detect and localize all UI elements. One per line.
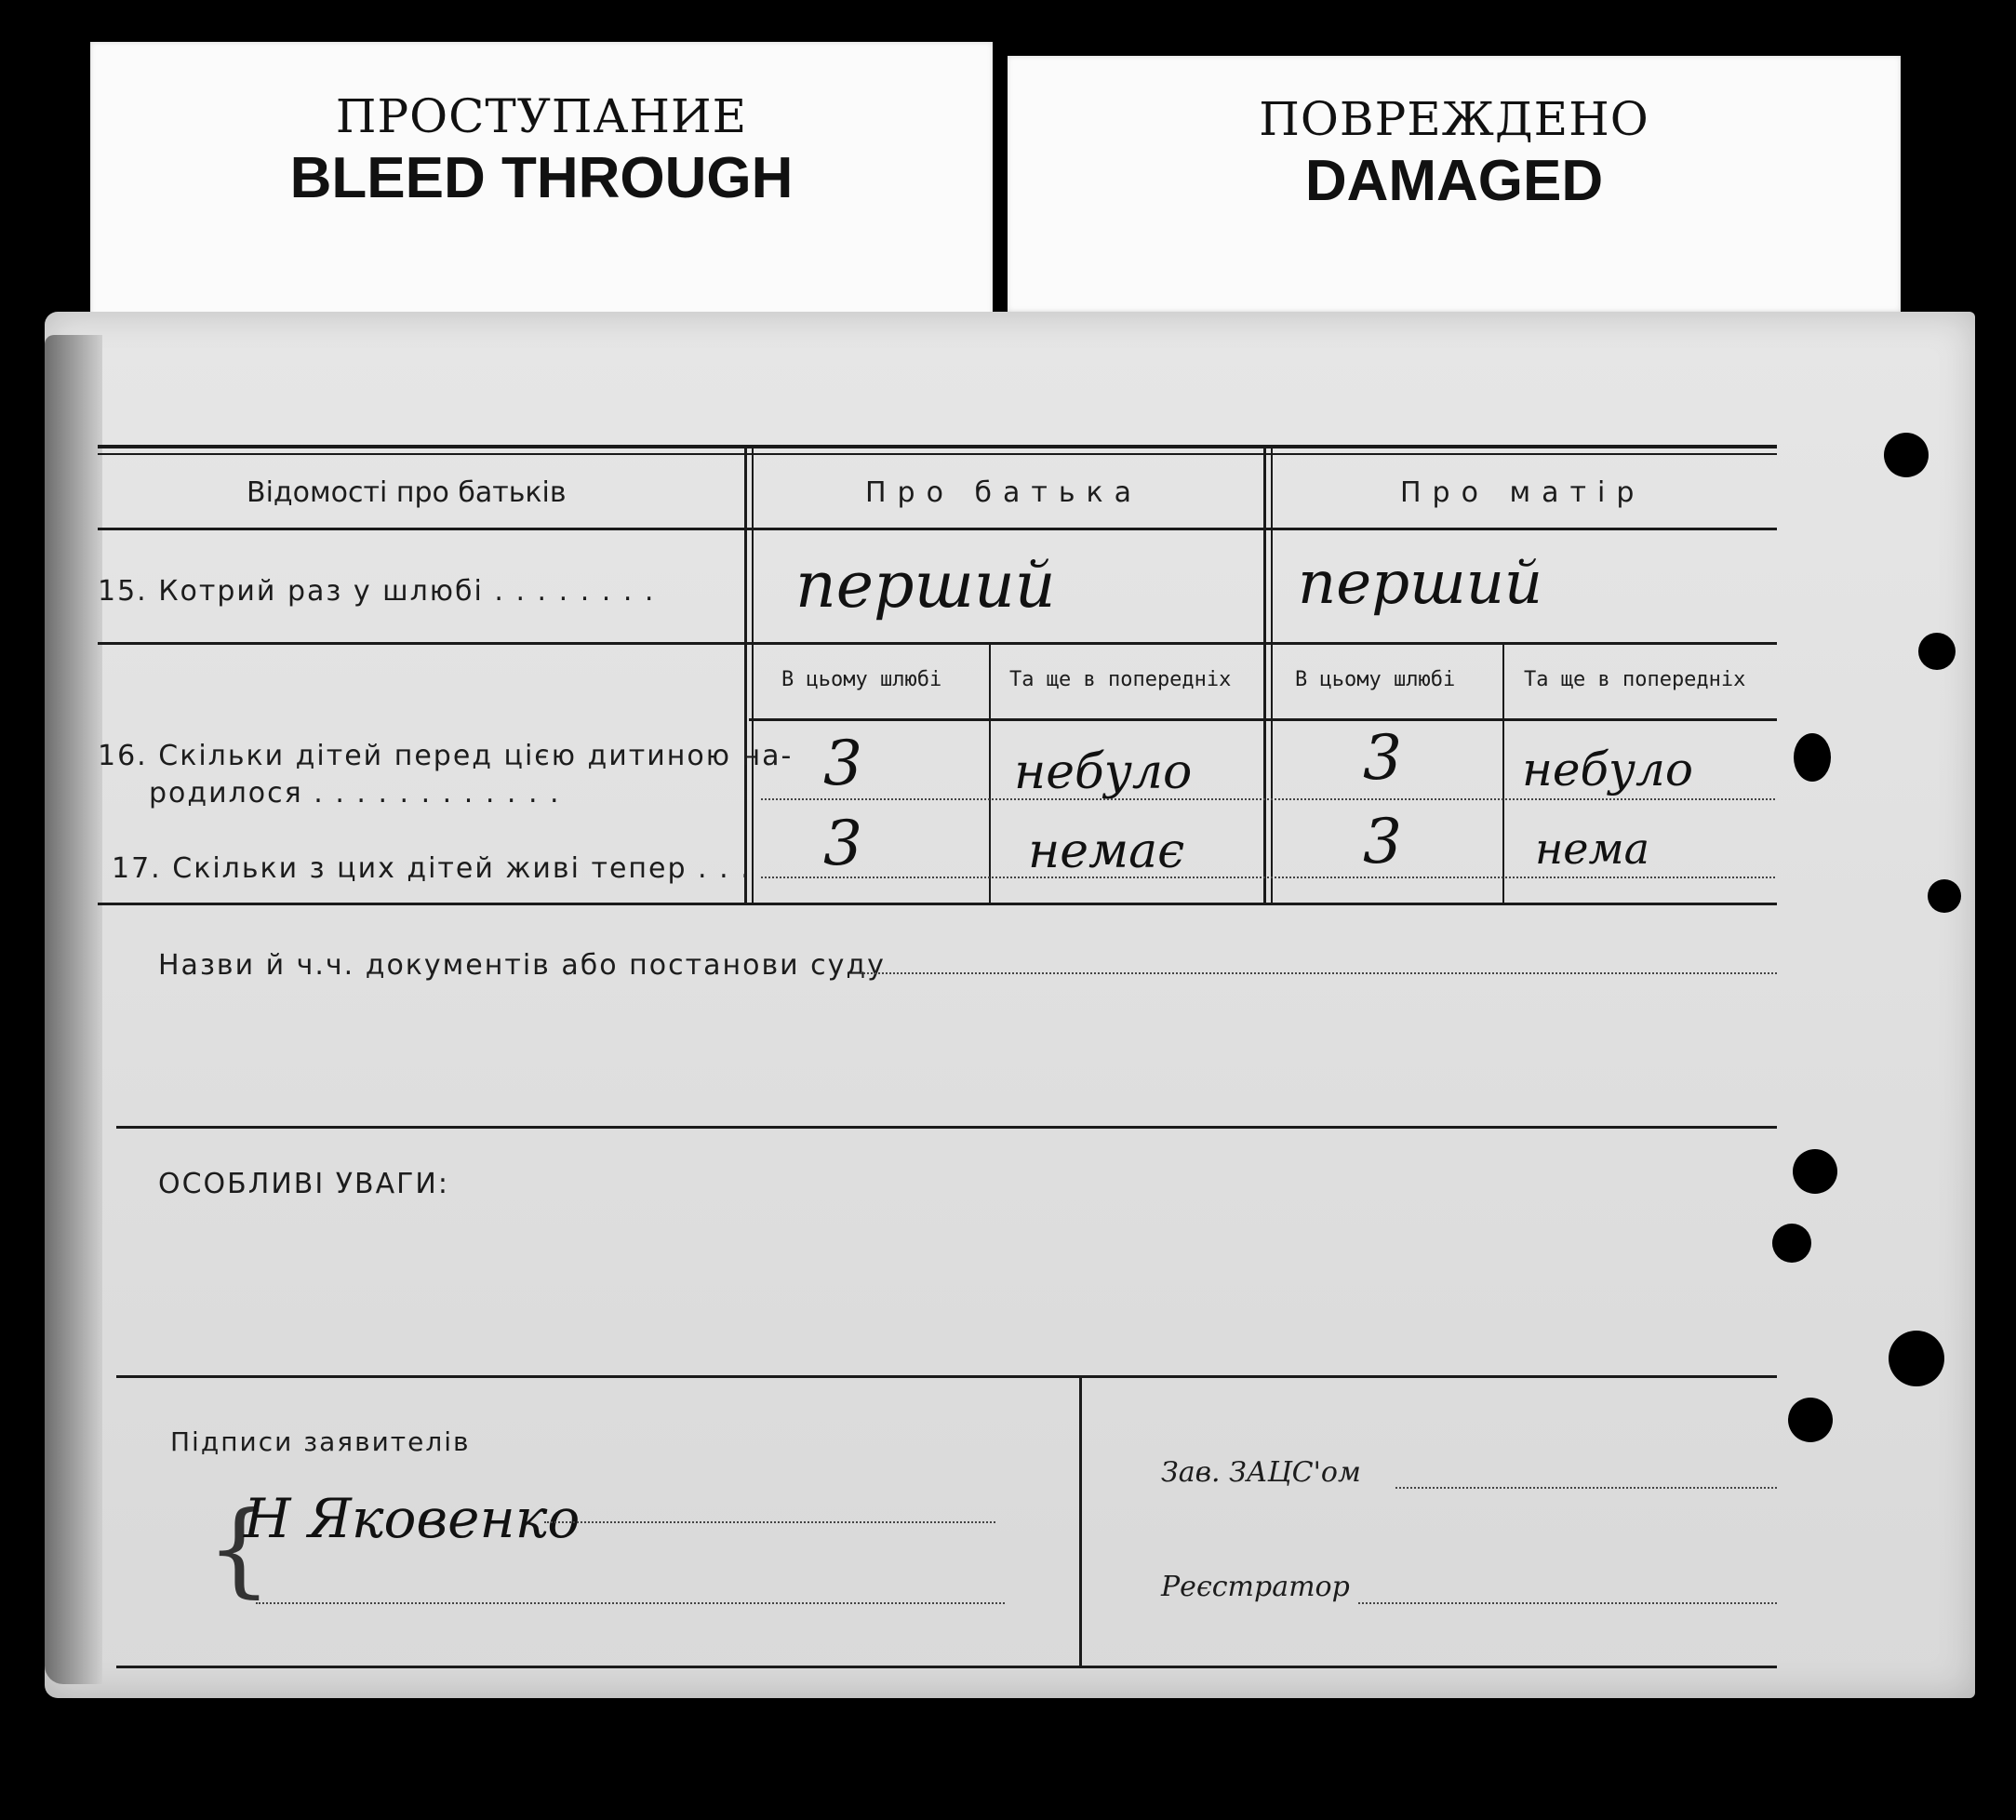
special-notes-label: ОСОБЛИВІ УВАГИ:: [158, 1168, 449, 1200]
bleed-through-label: [90, 42, 993, 321]
parents-info-header: Відомості про батьків: [247, 476, 567, 509]
punch-hole: [1788, 1398, 1833, 1442]
signature-value: Н Яковенко: [244, 1487, 581, 1550]
row15-father-value: перший: [795, 549, 1056, 622]
documents-dotted-line: [861, 972, 1777, 974]
column-divider: [989, 644, 991, 903]
punch-hole: [1928, 879, 1961, 913]
punch-hole: [1793, 1149, 1837, 1194]
head-zags-dotted-line: [1395, 1487, 1777, 1489]
signatures-label: Підписи заявителів: [170, 1426, 471, 1457]
rule: [98, 903, 1777, 905]
mother-this-marriage-header: В цьому шлюбі: [1295, 668, 1456, 691]
rule: [98, 642, 1777, 645]
column-divider: [1502, 644, 1504, 903]
row16-label-line2: родилося . . . . . . . . . . . .: [149, 777, 561, 810]
row16-father-this: 3: [823, 728, 862, 799]
registrar-dotted-line: [1358, 1602, 1777, 1604]
damaged-label: [1008, 56, 1901, 312]
damaged-en: DAMAGED: [1304, 149, 1604, 213]
row16-father-prev: небуло: [1014, 744, 1193, 800]
rule: [98, 445, 1777, 448]
mother-previous-header: Та ще в попередніх: [1524, 668, 1746, 691]
brace-mark: {: [207, 1489, 272, 1608]
head-zags-label: Зав. ЗАЦС'ом: [1161, 1456, 1361, 1489]
father-previous-header: Та ще в попередніх: [1009, 668, 1232, 691]
row15-label: 15. Котрий раз у шлюбі . . . . . . . .: [98, 575, 656, 608]
rule: [98, 453, 1777, 455]
father-this-marriage-header: В цьому шлюбі: [781, 668, 942, 691]
punch-hole: [1889, 1331, 1944, 1386]
registrar-label: Реєстратор: [1161, 1571, 1350, 1603]
row16-dotted-line: [761, 798, 1775, 800]
rule: [116, 1126, 1777, 1129]
rule: [116, 1666, 1777, 1668]
row17-mother-prev: нема: [1535, 823, 1650, 874]
punch-hole: [1772, 1224, 1811, 1263]
row16-mother-this: 3: [1363, 722, 1402, 794]
column-divider: [752, 448, 754, 904]
column-divider: [744, 448, 747, 904]
sheet-torn-edge: [45, 335, 102, 1684]
row16-label-line1: 16. Скільки дітей перед цією дитиною на-: [98, 740, 794, 772]
signature-dotted-line-2: [256, 1602, 1005, 1604]
about-father-header: Про батька: [865, 476, 1143, 509]
row17-dotted-line: [761, 877, 1775, 878]
about-mother-header: Про матір: [1400, 476, 1646, 509]
punch-hole: [1794, 733, 1831, 782]
row15-mother-value: перший: [1298, 549, 1543, 618]
row17-father-this: 3: [823, 808, 862, 879]
punch-hole: [1918, 633, 1956, 670]
row17-mother-this: 3: [1363, 806, 1402, 877]
rule: [98, 528, 1777, 530]
rule: [116, 1375, 1777, 1378]
damaged-ru: ПОВРЕЖДЕНО: [1259, 92, 1649, 146]
documents-label: Назви й ч.ч. документів або постанови суду: [158, 949, 886, 982]
signature-dotted-line-1: [544, 1521, 995, 1523]
column-divider: [1079, 1375, 1082, 1666]
column-divider: [1271, 448, 1273, 904]
row16-mother-prev: небуло: [1522, 743, 1693, 796]
column-divider: [1263, 448, 1266, 904]
bleed-through-ru: ПРОСТУПАНИЕ: [335, 89, 748, 143]
bleed-through-en: BLEED THROUGH: [289, 146, 794, 210]
row17-father-prev: немає: [1028, 823, 1185, 879]
row17-label: 17. Скільки з цих дітей живі тепер . . .: [112, 852, 752, 885]
punch-hole: [1884, 433, 1929, 477]
